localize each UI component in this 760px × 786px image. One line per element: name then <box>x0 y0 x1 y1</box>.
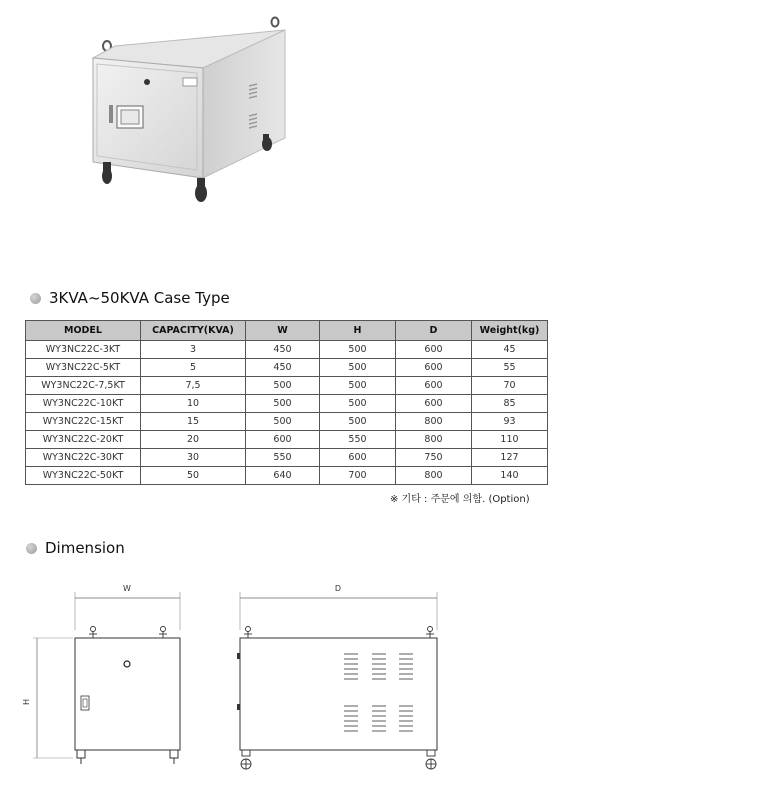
table-row <box>26 467 548 485</box>
cell-d: 600 <box>396 395 472 413</box>
cell-w: 500 <box>246 377 320 395</box>
cell-model: WY3NC22C-5KT <box>26 359 141 377</box>
bullet-icon <box>26 543 37 554</box>
col-header-weight: Weight(kg) <box>472 321 548 341</box>
side-view-drawing <box>232 578 452 778</box>
col-header-capacity: CAPACITY(KVA) <box>141 321 246 341</box>
cell-weight: 93 <box>472 413 548 431</box>
front-view-drawing <box>22 578 195 778</box>
height-label: H <box>22 698 31 706</box>
cell-d: 800 <box>396 413 472 431</box>
table-row <box>26 341 548 359</box>
section-heading-case-type <box>30 289 230 307</box>
col-header-d: D <box>396 321 472 341</box>
cell-w: 500 <box>246 413 320 431</box>
cell-h: 550 <box>320 431 396 449</box>
cell-model: WY3NC22C-3KT <box>26 341 141 359</box>
cell-model: WY3NC22C-20KT <box>26 431 141 449</box>
cell-weight: 85 <box>472 395 548 413</box>
cell-d: 600 <box>396 377 472 395</box>
bullet-icon <box>30 293 41 304</box>
col-header-h: H <box>320 321 396 341</box>
depth-label: D <box>334 584 342 593</box>
table-row <box>26 413 548 431</box>
option-note: ※ 기타 : 주문에 의함. (Option) <box>390 494 530 505</box>
cell-h: 500 <box>320 377 396 395</box>
cell-h: 500 <box>320 413 396 431</box>
table-row <box>26 359 548 377</box>
table-row <box>26 449 548 467</box>
cell-h: 500 <box>320 395 396 413</box>
cell-w: 450 <box>246 341 320 359</box>
table-header-row <box>26 321 548 341</box>
table-row <box>26 395 548 413</box>
cell-w: 500 <box>246 395 320 413</box>
cell-h: 600 <box>320 449 396 467</box>
cell-w: 550 <box>246 449 320 467</box>
cell-capacity: 30 <box>141 449 246 467</box>
section-title: 3KVA~50KVA Case Type <box>49 289 230 307</box>
cell-h: 500 <box>320 359 396 377</box>
cell-capacity: 20 <box>141 431 246 449</box>
cell-d: 750 <box>396 449 472 467</box>
cell-model: WY3NC22C-50KT <box>26 467 141 485</box>
cell-w: 450 <box>246 359 320 377</box>
cell-weight: 70 <box>472 377 548 395</box>
table-row <box>26 377 548 395</box>
cell-weight: 127 <box>472 449 548 467</box>
cell-weight: 45 <box>472 341 548 359</box>
cell-model: WY3NC22C-30KT <box>26 449 141 467</box>
section-heading-dimension <box>26 539 125 557</box>
cell-d: 800 <box>396 431 472 449</box>
cell-weight: 110 <box>472 431 548 449</box>
table-row <box>26 431 548 449</box>
cell-w: 600 <box>246 431 320 449</box>
section-title: Dimension <box>45 539 125 557</box>
spec-table <box>25 320 548 485</box>
cell-model: WY3NC22C-15KT <box>26 413 141 431</box>
cell-model: WY3NC22C-7,5KT <box>26 377 141 395</box>
cell-d: 800 <box>396 467 472 485</box>
product-photo <box>85 10 295 210</box>
cell-d: 600 <box>396 359 472 377</box>
cell-capacity: 7,5 <box>141 377 246 395</box>
cell-weight: 140 <box>472 467 548 485</box>
cell-w: 640 <box>246 467 320 485</box>
col-header-w: W <box>246 321 320 341</box>
cell-capacity: 10 <box>141 395 246 413</box>
cell-capacity: 50 <box>141 467 246 485</box>
cell-h: 500 <box>320 341 396 359</box>
width-label: W <box>123 584 131 593</box>
cell-capacity: 15 <box>141 413 246 431</box>
col-header-model: MODEL <box>26 321 141 341</box>
cell-d: 600 <box>396 341 472 359</box>
cell-model: WY3NC22C-10KT <box>26 395 141 413</box>
cell-h: 700 <box>320 467 396 485</box>
cell-capacity: 3 <box>141 341 246 359</box>
cell-weight: 55 <box>472 359 548 377</box>
cell-capacity: 5 <box>141 359 246 377</box>
